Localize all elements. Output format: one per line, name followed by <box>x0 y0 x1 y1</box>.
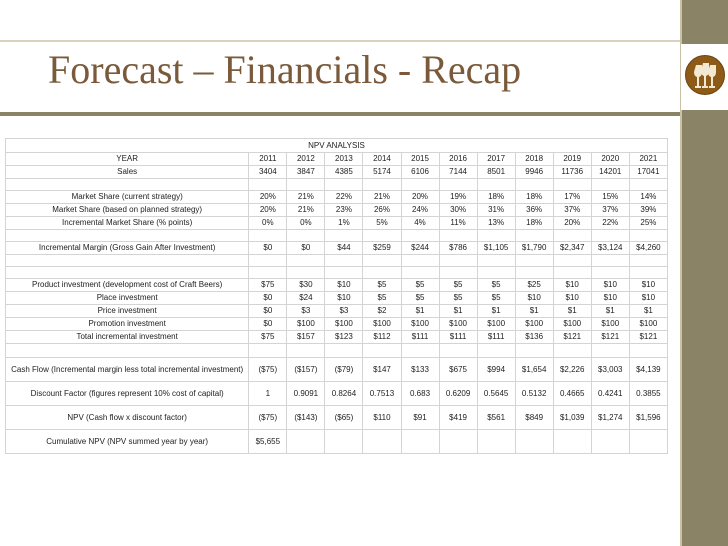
empty-cell <box>439 255 477 267</box>
value-cell: $1 <box>591 305 629 318</box>
table-row-discount <box>6 382 668 406</box>
empty-cell <box>553 267 591 279</box>
value-cell: $10 <box>629 292 667 305</box>
table-row-cum-npv <box>6 430 668 454</box>
row-label: Market Share (current strategy) <box>6 191 249 204</box>
value-cell: $1 <box>629 305 667 318</box>
row-label: Cash Flow (Incremental margin less total incremental investment) <box>6 358 249 382</box>
value-cell: 8501 <box>477 166 515 179</box>
row-label: NPV (Cash flow x discount factor) <box>6 406 249 430</box>
value-cell: 0% <box>287 217 325 230</box>
value-cell: $1,105 <box>477 242 515 255</box>
empty-cell <box>325 430 363 454</box>
value-cell: 17% <box>553 191 591 204</box>
value-cell: $5 <box>477 292 515 305</box>
value-cell: ($157) <box>287 358 325 382</box>
value-cell: $121 <box>629 331 667 344</box>
value-cell: $3 <box>287 305 325 318</box>
value-cell: ($75) <box>249 406 287 430</box>
value-cell: 23% <box>325 204 363 217</box>
table-row-ms-planned <box>6 204 668 217</box>
value-cell: $100 <box>363 318 401 331</box>
value-cell: $44 <box>325 242 363 255</box>
table-row-ms-incr <box>6 217 668 230</box>
blank-row <box>6 344 668 358</box>
value-cell: $0 <box>249 318 287 331</box>
value-cell: 25% <box>629 217 667 230</box>
value-cell: $419 <box>439 406 477 430</box>
empty-cell <box>401 179 439 191</box>
year-header: 2013 <box>325 153 363 166</box>
table-row-place-inv <box>6 292 668 305</box>
value-cell: 4% <box>401 217 439 230</box>
value-cell: $4,260 <box>629 242 667 255</box>
value-cell: 11736 <box>553 166 591 179</box>
value-cell: 20% <box>249 204 287 217</box>
table-row-price-inv <box>6 305 668 318</box>
empty-cell <box>591 344 629 358</box>
empty-cell <box>515 255 553 267</box>
value-cell: 9946 <box>515 166 553 179</box>
value-cell: 3847 <box>287 166 325 179</box>
empty-cell <box>249 255 287 267</box>
value-cell: $0 <box>249 305 287 318</box>
empty-cell <box>439 230 477 242</box>
year-header: 2012 <box>287 153 325 166</box>
value-cell: $100 <box>629 318 667 331</box>
blank-row <box>6 267 668 279</box>
value-cell: $3 <box>325 305 363 318</box>
value-cell: 20% <box>249 191 287 204</box>
empty-cell <box>477 267 515 279</box>
table-row-incr-margin <box>6 242 668 255</box>
value-cell: 0.683 <box>401 382 439 406</box>
value-cell: $1,790 <box>515 242 553 255</box>
value-cell: $10 <box>515 292 553 305</box>
empty-cell <box>629 267 667 279</box>
value-cell: ($75) <box>249 358 287 382</box>
value-cell: $2,347 <box>553 242 591 255</box>
empty-cell <box>515 430 553 454</box>
empty-cell <box>439 179 477 191</box>
empty-cell <box>515 179 553 191</box>
title-rule-top <box>0 40 680 42</box>
empty-cell <box>363 430 401 454</box>
value-cell: 0.9091 <box>287 382 325 406</box>
npv-analysis-table <box>5 138 668 454</box>
value-cell: $10 <box>325 292 363 305</box>
value-cell: 1% <box>325 217 363 230</box>
empty-cell <box>249 179 287 191</box>
value-cell: 15% <box>591 191 629 204</box>
empty-cell <box>477 179 515 191</box>
value-cell: $25 <box>515 279 553 292</box>
value-cell: 11% <box>439 217 477 230</box>
value-cell: $133 <box>401 358 439 382</box>
value-cell: $1 <box>401 305 439 318</box>
value-cell: $100 <box>477 318 515 331</box>
row-label: Price investment <box>6 305 249 318</box>
value-cell: $5,655 <box>249 430 287 454</box>
value-cell: $675 <box>439 358 477 382</box>
value-cell: $5 <box>363 279 401 292</box>
value-cell: $91 <box>401 406 439 430</box>
value-cell: $111 <box>477 331 515 344</box>
value-cell: $1 <box>515 305 553 318</box>
value-cell: 18% <box>515 217 553 230</box>
blank-row <box>6 255 668 267</box>
empty-cell <box>363 267 401 279</box>
empty-cell <box>287 430 325 454</box>
row-label: Promotion investment <box>6 318 249 331</box>
empty-cell <box>553 344 591 358</box>
empty-cell <box>591 430 629 454</box>
value-cell: 24% <box>401 204 439 217</box>
table-row-product-inv <box>6 279 668 292</box>
value-cell: $5 <box>401 279 439 292</box>
value-cell: ($65) <box>325 406 363 430</box>
empty-cell <box>325 179 363 191</box>
value-cell: 18% <box>477 191 515 204</box>
value-cell: $123 <box>325 331 363 344</box>
row-label: YEAR <box>6 153 249 166</box>
value-cell: 6106 <box>401 166 439 179</box>
value-cell: $786 <box>439 242 477 255</box>
empty-cell <box>439 344 477 358</box>
value-cell: $4,139 <box>629 358 667 382</box>
row-label: Market Share (based on planned strategy) <box>6 204 249 217</box>
table-row-year <box>6 153 668 166</box>
empty-cell <box>6 344 249 358</box>
empty-cell <box>477 230 515 242</box>
value-cell: $0 <box>287 242 325 255</box>
value-cell: $100 <box>401 318 439 331</box>
value-cell: 31% <box>477 204 515 217</box>
value-cell: $10 <box>553 279 591 292</box>
table-row-npv <box>6 406 668 430</box>
year-header: 2014 <box>363 153 401 166</box>
empty-cell <box>477 255 515 267</box>
value-cell: 21% <box>287 204 325 217</box>
value-cell: $75 <box>249 279 287 292</box>
value-cell: 0.7513 <box>363 382 401 406</box>
value-cell: $121 <box>553 331 591 344</box>
empty-cell <box>401 430 439 454</box>
empty-cell <box>363 230 401 242</box>
empty-cell <box>287 255 325 267</box>
empty-cell <box>249 267 287 279</box>
value-cell: 0.5645 <box>477 382 515 406</box>
empty-cell <box>553 230 591 242</box>
value-cell: 0% <box>249 217 287 230</box>
value-cell: $3,124 <box>591 242 629 255</box>
value-cell: $5 <box>439 279 477 292</box>
value-cell: 7144 <box>439 166 477 179</box>
empty-cell <box>401 230 439 242</box>
value-cell: 37% <box>553 204 591 217</box>
value-cell: $111 <box>401 331 439 344</box>
slide-title: Forecast – Financials - Recap <box>48 47 522 92</box>
value-cell: 0.4241 <box>591 382 629 406</box>
empty-cell <box>6 267 249 279</box>
row-label: Incremental Market Share (% points) <box>6 217 249 230</box>
value-cell: $849 <box>515 406 553 430</box>
empty-cell <box>553 430 591 454</box>
empty-cell <box>591 230 629 242</box>
value-cell: $1,039 <box>553 406 591 430</box>
empty-cell <box>477 430 515 454</box>
empty-cell <box>553 179 591 191</box>
value-cell: $5 <box>439 292 477 305</box>
value-cell: 21% <box>363 191 401 204</box>
blank-row <box>6 230 668 242</box>
empty-cell <box>287 179 325 191</box>
value-cell: $24 <box>287 292 325 305</box>
empty-cell <box>591 267 629 279</box>
value-cell: ($79) <box>325 358 363 382</box>
value-cell: $2,226 <box>553 358 591 382</box>
value-cell: $5 <box>363 292 401 305</box>
value-cell: 0.5132 <box>515 382 553 406</box>
value-cell: $136 <box>515 331 553 344</box>
empty-cell <box>287 267 325 279</box>
value-cell: 37% <box>591 204 629 217</box>
value-cell: $1,596 <box>629 406 667 430</box>
value-cell: $1 <box>439 305 477 318</box>
value-cell: 22% <box>325 191 363 204</box>
value-cell: $10 <box>591 292 629 305</box>
value-cell: $0 <box>249 242 287 255</box>
empty-cell <box>287 230 325 242</box>
value-cell: $0 <box>249 292 287 305</box>
empty-cell <box>287 344 325 358</box>
value-cell: $10 <box>629 279 667 292</box>
empty-cell <box>591 179 629 191</box>
empty-cell <box>325 230 363 242</box>
value-cell: $112 <box>363 331 401 344</box>
year-header: 2020 <box>591 153 629 166</box>
empty-cell <box>515 267 553 279</box>
value-cell: 21% <box>287 191 325 204</box>
value-cell: 4385 <box>325 166 363 179</box>
value-cell: 0.8264 <box>325 382 363 406</box>
empty-cell <box>6 230 249 242</box>
value-cell: $5 <box>401 292 439 305</box>
year-header: 2016 <box>439 153 477 166</box>
empty-cell <box>6 255 249 267</box>
year-header: 2015 <box>401 153 439 166</box>
blank-row <box>6 179 668 191</box>
empty-cell <box>401 344 439 358</box>
row-label: Discount Factor (figures represent 10% cost of capital) <box>6 382 249 406</box>
year-header: 2011 <box>249 153 287 166</box>
empty-cell <box>515 344 553 358</box>
value-cell: 36% <box>515 204 553 217</box>
value-cell: 14201 <box>591 166 629 179</box>
value-cell: 18% <box>515 191 553 204</box>
value-cell: 17041 <box>629 166 667 179</box>
empty-cell <box>553 255 591 267</box>
value-cell: 26% <box>363 204 401 217</box>
value-cell: $3,003 <box>591 358 629 382</box>
row-label: Incremental Margin (Gross Gain After Investment) <box>6 242 249 255</box>
value-cell: 0.4665 <box>553 382 591 406</box>
value-cell: 20% <box>401 191 439 204</box>
empty-cell <box>401 267 439 279</box>
value-cell: $10 <box>591 279 629 292</box>
empty-cell <box>439 430 477 454</box>
npv-table-wrapper <box>5 138 668 454</box>
value-cell: 5% <box>363 217 401 230</box>
value-cell: $1 <box>553 305 591 318</box>
value-cell: 0.6209 <box>439 382 477 406</box>
empty-cell <box>591 255 629 267</box>
value-cell: $111 <box>439 331 477 344</box>
empty-cell <box>629 430 667 454</box>
table-row-total-inv <box>6 331 668 344</box>
empty-cell <box>629 344 667 358</box>
value-cell: $121 <box>591 331 629 344</box>
empty-cell <box>249 230 287 242</box>
year-header: 2017 <box>477 153 515 166</box>
value-cell: $100 <box>325 318 363 331</box>
row-label: Cumulative NPV (NPV summed year by year) <box>6 430 249 454</box>
value-cell: $1,274 <box>591 406 629 430</box>
empty-cell <box>325 255 363 267</box>
value-cell: $147 <box>363 358 401 382</box>
empty-cell <box>363 255 401 267</box>
row-label: Total incremental investment <box>6 331 249 344</box>
table-row-sales <box>6 166 668 179</box>
value-cell: $561 <box>477 406 515 430</box>
value-cell: $100 <box>515 318 553 331</box>
table-title-row <box>6 139 668 153</box>
value-cell: 13% <box>477 217 515 230</box>
empty-cell <box>325 267 363 279</box>
table-title: NPV ANALYSIS <box>6 139 668 153</box>
value-cell: $1 <box>477 305 515 318</box>
value-cell: $244 <box>401 242 439 255</box>
value-cell: $100 <box>553 318 591 331</box>
empty-cell <box>439 267 477 279</box>
value-cell: $75 <box>249 331 287 344</box>
year-header: 2021 <box>629 153 667 166</box>
empty-cell <box>629 255 667 267</box>
value-cell: $30 <box>287 279 325 292</box>
empty-cell <box>249 344 287 358</box>
title-rule-bottom <box>0 112 680 116</box>
value-cell: $10 <box>553 292 591 305</box>
wine-glasses-icon <box>685 55 725 95</box>
row-label: Place investment <box>6 292 249 305</box>
value-cell: $157 <box>287 331 325 344</box>
table-row-ms-current <box>6 191 668 204</box>
value-cell: $1,654 <box>515 358 553 382</box>
value-cell: 1 <box>249 382 287 406</box>
value-cell: $110 <box>363 406 401 430</box>
value-cell: $100 <box>287 318 325 331</box>
table-row-promo-inv <box>6 318 668 331</box>
empty-cell <box>629 230 667 242</box>
value-cell: $259 <box>363 242 401 255</box>
value-cell: $994 <box>477 358 515 382</box>
empty-cell <box>629 179 667 191</box>
value-cell: 3404 <box>249 166 287 179</box>
row-label: Product investment (development cost of Craft Beers) <box>6 279 249 292</box>
value-cell: $100 <box>439 318 477 331</box>
value-cell: $5 <box>477 279 515 292</box>
empty-cell <box>477 344 515 358</box>
value-cell: 14% <box>629 191 667 204</box>
empty-cell <box>325 344 363 358</box>
value-cell: 0.3855 <box>629 382 667 406</box>
value-cell: ($143) <box>287 406 325 430</box>
value-cell: $2 <box>363 305 401 318</box>
value-cell: 39% <box>629 204 667 217</box>
empty-cell <box>363 344 401 358</box>
value-cell: $10 <box>325 279 363 292</box>
empty-cell <box>401 255 439 267</box>
value-cell: 19% <box>439 191 477 204</box>
logo <box>681 44 728 110</box>
table-row-cash-flow <box>6 358 668 382</box>
year-header: 2018 <box>515 153 553 166</box>
row-label: Sales <box>6 166 249 179</box>
value-cell: $100 <box>591 318 629 331</box>
value-cell: 22% <box>591 217 629 230</box>
empty-cell <box>6 179 249 191</box>
value-cell: 30% <box>439 204 477 217</box>
year-header: 2019 <box>553 153 591 166</box>
empty-cell <box>515 230 553 242</box>
value-cell: 5174 <box>363 166 401 179</box>
empty-cell <box>363 179 401 191</box>
value-cell: 20% <box>553 217 591 230</box>
